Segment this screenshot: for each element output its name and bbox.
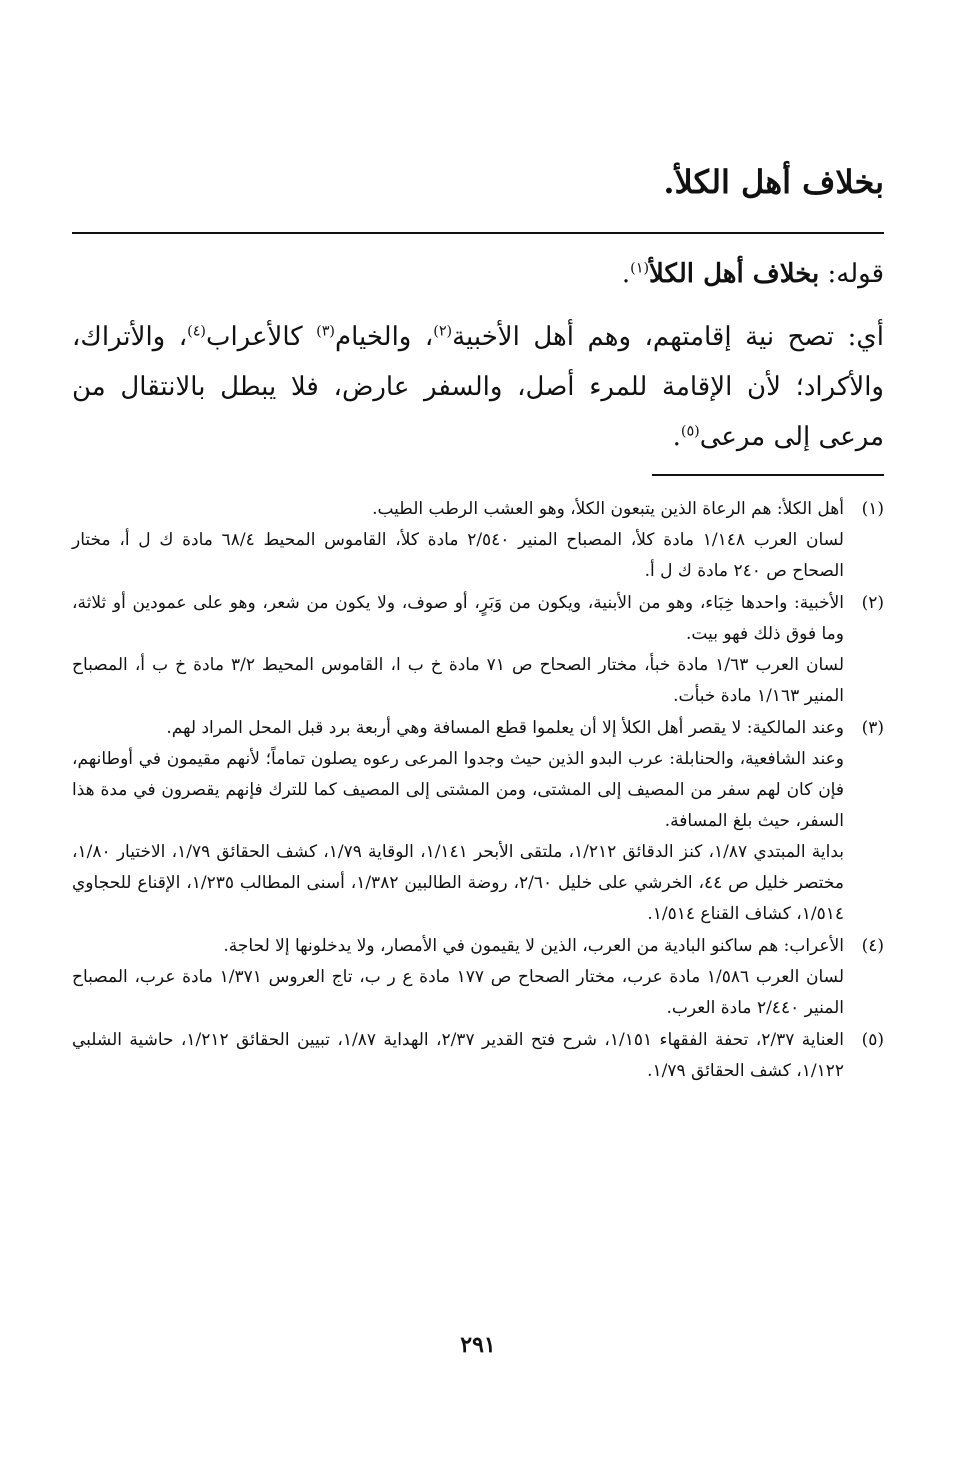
comment-prefix: قوله: — [827, 259, 884, 289]
footnote-ref-4: (٤) — [187, 323, 206, 340]
page-number: ٢٩١ — [460, 1332, 496, 1358]
footnote-body — [72, 713, 844, 930]
footnote-number: (٢) — [861, 593, 884, 613]
footnote-paragraph: لسان العرب ١/١٤٨ مادة كلأ، المصباح المنير ٢/٥٤٠ مادة كلأ، القاموس المحيط ٦٨/٤ مادة ك ل أ، مختار الصحاح ص ٢٤٠ مادة ك ل أ. — [72, 530, 844, 581]
footnote — [72, 1025, 884, 1087]
footnote — [72, 588, 884, 712]
footnote-body — [72, 588, 844, 712]
footnote-body — [72, 931, 844, 1024]
body-text-part-4: ، والأتراك، والأكراد؛ لأن الإقامة للمرء أصل، والسفر عارض، فلا يبطل بالانتقال من مرعى إلى مرعى — [72, 322, 884, 452]
comment-quote: بخلاف أهل الكلأ — [649, 259, 820, 289]
footnote-divider — [652, 474, 884, 476]
footnote-body — [72, 1025, 844, 1087]
body-text-part-2: ، والخيام — [335, 322, 434, 352]
body-text-part-3: كالأعراب — [205, 322, 317, 352]
footnote-ref-2: (٢) — [433, 323, 453, 340]
running-header: بخلاف أهل الكلأ. — [663, 163, 884, 201]
footnote-paragraph: العناية ٢/٣٧، تحفة الفقهاء ١/١٥١، شرح فتح القدير ٢/٣٧، الهداية ١/٨٧، تبيين الحقائق ١/٢١٢، حاشية الشلبي ١/١٢٢، كشف الحقائق ١/٧٩. — [72, 1030, 845, 1081]
footnote-number: (١) — [861, 499, 884, 519]
footnote-paragraph: وعند الشافعية، والحنابلة: عرب البدو الذين حيث وجدوا المرعى رعوه يصلون تماماً؛ لأنهم مقيمون في أوطانهم، فإن كان لهم سفر من المصيف إلى المشتى، ومن المشتى إلى المصيف كما للترك فإنهم يقصرون في مدة هذا السفر، حيث بلغ المسافة. — [72, 749, 844, 831]
footnote-paragraph: وعند المالكية: لا يقصر أهل الكلأ إلا أن يعلموا قطع المسافة وهي أربعة برد قبل المحل المراد لهم. — [166, 718, 844, 738]
footnote-number: (٣) — [861, 718, 884, 738]
footnote-paragraph: الأعراب: هم ساكنو البادية من العرب، الذين لا يقيمون في الأمصار، ولا يدخلونها إلا لحاجة. — [223, 936, 844, 956]
comment-intro — [72, 254, 884, 294]
footnote — [72, 494, 884, 587]
footnote-ref-3: (٣) — [316, 323, 335, 340]
footnote-paragraph: لسان العرب ١/٦٣ مادة خبأ، مختار الصحاح ص ٧١ مادة خ ب ا، القاموس المحيط ٣/٢ مادة خ ب أ، المصباح المنير ١/١٦٣ مادة خبأت. — [72, 655, 845, 706]
footnote-paragraph: أهل الكلأ: هم الرعاة الذين يتبعون الكلأ، وهو العشب الرطب الطيب. — [372, 499, 844, 519]
comment-suffix: . — [621, 259, 631, 289]
body-paragraph — [72, 312, 884, 462]
footnote — [72, 713, 884, 930]
footnote-number: (٥) — [861, 1030, 884, 1050]
footnote-paragraph: بداية المبتدي ١/٨٧، كنز الدقائق ١/٢١٢، ملتقى الأبحر ١/١٤١، الوقاية ١/٧٩، كشف الحقائق ١/٧٩، الاختيار ١/٨٠، مختصر خليل ص ٤٤، الخرشي على خليل ٢/٦٠، روضة الطالبين ١/٣٨٢، أسنى المطالب ١/٢٣٥، الإقناع للحجاوي ١/٥١٤، كشاف القناع ١/٥١٤. — [72, 842, 844, 924]
footnote-ref-1: (١) — [630, 260, 650, 277]
footnote-ref-5: (٥) — [680, 423, 700, 440]
footnotes — [72, 494, 884, 1088]
header-divider — [72, 232, 884, 234]
footnote-body — [72, 494, 844, 587]
body-text-part-1: أي: تصح نية إقامتهم، وهم أهل الأخبية — [452, 322, 884, 352]
footnote-paragraph: الأخبية: واحدها خِبَاء، وهو من الأبنية، ويكون من وَبَرٍ، أو صوف، ولا يكون من شعر، وهو على عمودين أو ثلاثة، وما فوق ذلك فهو بيت. — [72, 593, 844, 644]
footnote-paragraph: لسان العرب ١/٥٨٦ مادة عرب، مختار الصحاح ص ١٧٧ مادة ع ر ب، تاج العروس ١/٣٧١ مادة عرب، المصباح المنير ٢/٤٤٠ مادة العرب. — [72, 967, 845, 1018]
footnote — [72, 931, 884, 1024]
body-text-part-5: . — [672, 422, 681, 452]
footnote-number: (٤) — [861, 936, 884, 956]
